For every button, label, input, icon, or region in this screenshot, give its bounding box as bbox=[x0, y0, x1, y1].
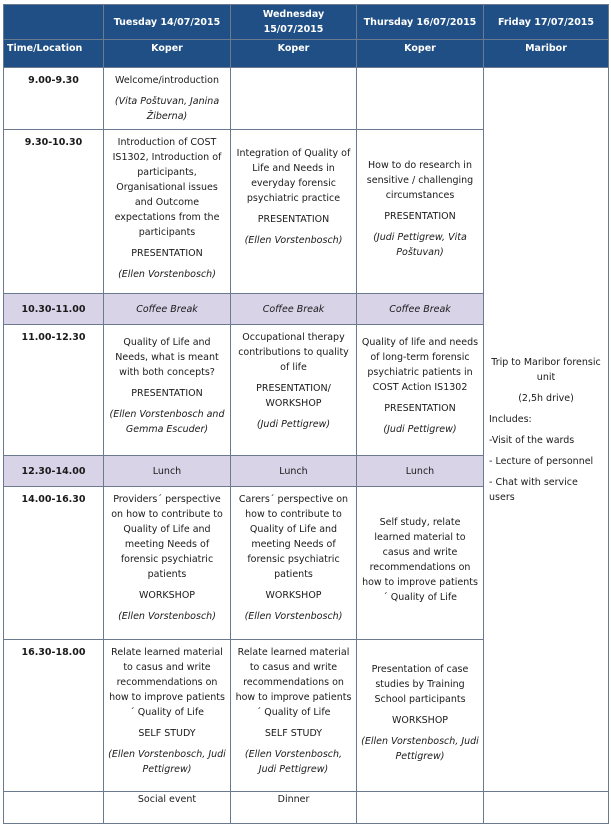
time-location-label: Time/Location bbox=[4, 40, 104, 68]
session-speakers: (Ellen Vorstenbosch) bbox=[244, 611, 343, 622]
session-type: SELF STUDY bbox=[264, 728, 323, 739]
empty-cell bbox=[484, 792, 609, 824]
session-cell bbox=[231, 640, 357, 792]
session-cell bbox=[104, 68, 231, 130]
time-slot: 16.30-18.00 bbox=[4, 640, 104, 792]
session-title: Welcome/introduction bbox=[114, 75, 220, 86]
break-cell: Lunch bbox=[231, 456, 357, 487]
session-speakers: (Ellen Vorstenbosch, Judi Pettigrew) bbox=[108, 749, 226, 775]
break-cell: Coffee Break bbox=[357, 294, 484, 325]
break-cell: Lunch bbox=[104, 456, 231, 487]
break-cell: Coffee Break bbox=[104, 294, 231, 325]
time-slot: 14.00-16.30 bbox=[4, 487, 104, 640]
session-title: Carers´ perspective on how to contribute to Quality of Life and meeting Needs of forensic psychiatric patients bbox=[238, 494, 349, 580]
session-cell bbox=[231, 130, 357, 294]
location-thu: Koper bbox=[357, 40, 484, 68]
empty-cell bbox=[231, 68, 357, 130]
session-title: Integration of Quality of Life and Needs in everyday forensic psychiatric practice bbox=[236, 148, 351, 204]
empty-cell bbox=[4, 792, 104, 824]
evening-cell: Dinner bbox=[231, 792, 357, 824]
table-row bbox=[4, 68, 609, 130]
session-title: Introduction of COST IS1302, Introduction of participants, Organisational issues and Outcome expectations from the participants bbox=[112, 137, 222, 238]
session-type: PRESENTATION bbox=[131, 388, 203, 399]
session-title: Quality of life and needs of long-term forensic psychiatric patients in COST Action IS1302 bbox=[361, 337, 479, 393]
friday-trip-duration: (2,5h drive) bbox=[518, 392, 574, 404]
session-title: Presentation of case studies by Training School participants bbox=[371, 664, 469, 705]
header-corner bbox=[4, 5, 104, 40]
time-slot: 9.30-10.30 bbox=[4, 130, 104, 294]
session-title: Quality of Life and Needs, what is meant with both concepts? bbox=[115, 337, 219, 378]
time-slot: 11.00-12.30 bbox=[4, 325, 104, 456]
session-speakers: (Judi Pettigrew) bbox=[383, 424, 457, 435]
time-slot: 12.30-14.00 bbox=[4, 456, 104, 487]
header-row-locations bbox=[4, 40, 609, 68]
session-cell bbox=[231, 487, 357, 640]
session-cell bbox=[104, 130, 231, 294]
header-day-tue: Tuesday 14/07/2015 bbox=[104, 5, 231, 40]
location-tue: Koper bbox=[104, 40, 231, 68]
session-type: WORKSHOP bbox=[391, 715, 449, 726]
evening-cell: Social event bbox=[104, 792, 231, 824]
session-type: PRESENTATION bbox=[384, 403, 456, 414]
session-speakers: (Judi Pettigrew, Vita Poštuvan) bbox=[373, 232, 467, 258]
session-cell bbox=[231, 325, 357, 456]
session-speakers: (Ellen Vorstenbosch) bbox=[118, 611, 216, 622]
session-title: Providers´ perspective on how to contribute to Quality of Life and meeting Needs of forensic psychiatric patients bbox=[111, 494, 223, 580]
friday-include-item: - Chat with service users bbox=[489, 476, 578, 503]
session-type: PRESENTATION bbox=[257, 214, 330, 225]
session-speakers: (Ellen Vorstenbosch and Gemma Escuder) bbox=[109, 409, 225, 435]
session-cell bbox=[104, 640, 231, 792]
table-row bbox=[4, 792, 609, 824]
session-cell bbox=[357, 325, 484, 456]
friday-includes-label: Includes: bbox=[489, 413, 532, 425]
session-title: Relate learned material to casus and write recommendations on how to improve patients´ Quality of Life bbox=[109, 647, 225, 718]
session-cell bbox=[104, 325, 231, 456]
session-type: SELF STUDY bbox=[138, 728, 196, 739]
session-title: How to do research in sensitive / challenging circumstances bbox=[366, 160, 474, 201]
session-speakers: (Ellen Vorstenbosch, Judi Pettigrew) bbox=[361, 736, 479, 762]
empty-cell bbox=[357, 68, 484, 130]
session-title: Relate learned material to casus and write recommendations on how to improve patients´ Quality of Life bbox=[235, 647, 352, 718]
friday-trip-cell bbox=[484, 68, 609, 792]
session-title: Self study, relate learned material to casus and write recommendations on how to improve patients´ Quality of Life bbox=[362, 517, 478, 603]
session-cell bbox=[357, 130, 484, 294]
session-type: PRESENTATION bbox=[131, 248, 203, 259]
session-speakers: (Vita Poštuvan, Janina Žiberna) bbox=[114, 96, 220, 122]
friday-include-item: -Visit of the wards bbox=[489, 434, 575, 446]
session-speakers: (Ellen Vorstenbosch) bbox=[118, 269, 216, 280]
session-speakers: (Judi Pettigrew) bbox=[256, 419, 331, 430]
session-speakers: (Ellen Vorstenbosch, Judi Pettigrew) bbox=[244, 749, 343, 775]
session-cell bbox=[104, 487, 231, 640]
session-type: WORKSHOP bbox=[265, 590, 322, 601]
break-cell: Lunch bbox=[357, 456, 484, 487]
friday-include-item: - Lecture of personnel bbox=[489, 455, 594, 467]
location-wed: Koper bbox=[231, 40, 357, 68]
session-cell bbox=[357, 640, 484, 792]
break-cell: Coffee Break bbox=[231, 294, 357, 325]
location-fri: Maribor bbox=[484, 40, 609, 68]
session-type: WORKSHOP bbox=[138, 590, 196, 601]
time-slot: 9.00-9.30 bbox=[4, 68, 104, 130]
header-day-fri: Friday 17/07/2015 bbox=[484, 5, 609, 40]
empty-cell bbox=[357, 792, 484, 824]
header-day-wed: Wednesday 15/07/2015 bbox=[231, 5, 357, 40]
schedule-table bbox=[3, 4, 609, 824]
time-slot: 10.30-11.00 bbox=[4, 294, 104, 325]
friday-trip-title: Trip to Maribor forensic unit bbox=[491, 356, 601, 383]
session-title: Occupational therapy contributions to quality of life bbox=[238, 332, 349, 373]
session-speakers: (Ellen Vorstenbosch) bbox=[244, 235, 343, 246]
header-row-days bbox=[4, 5, 609, 40]
session-type: PRESENTATION bbox=[384, 211, 456, 222]
session-cell bbox=[357, 487, 484, 640]
session-type: PRESENTATION/ WORKSHOP bbox=[256, 383, 331, 409]
header-day-thu: Thursday 16/07/2015 bbox=[357, 5, 484, 40]
